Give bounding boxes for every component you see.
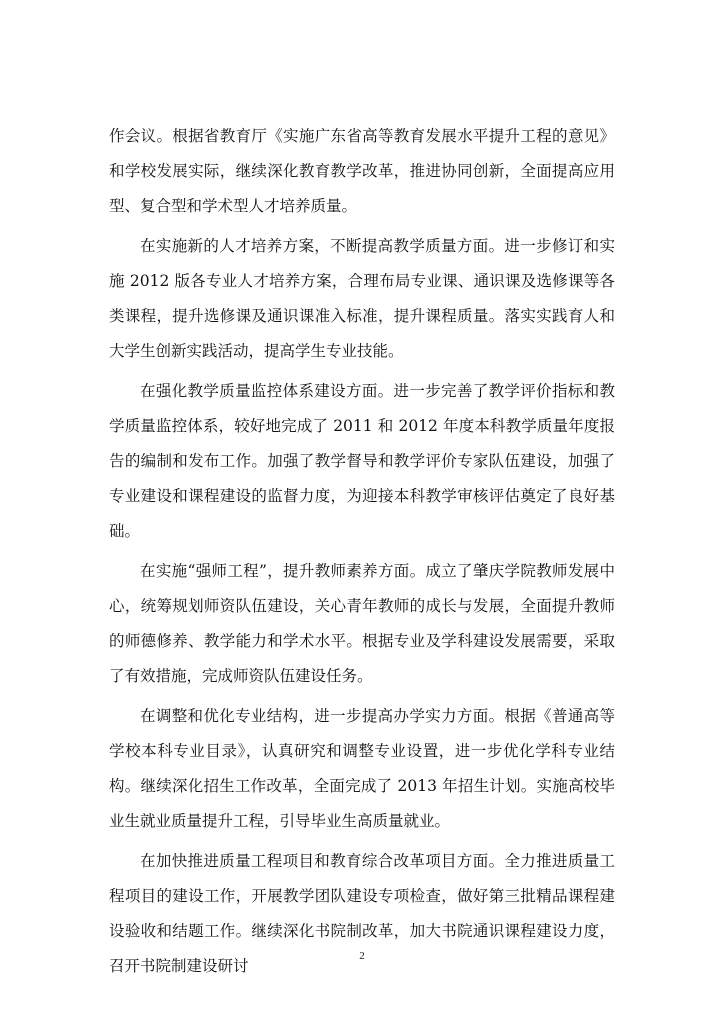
paragraph-5: 在调整和优化专业结构，进一步提高办学实力方面。根据《普通高等学校本科专业目录》，认真研究和调整专业设置，进一步优化学科专业结构。继续深化招生工作改革，全面完成了 2013 年招生计划。实施高校毕业生就业质量提升工程，引导毕业生高质量就业。 — [109, 707, 615, 830]
body-text — [109, 119, 615, 989]
page-number: 2 — [359, 950, 365, 962]
paragraph-2: 在实施新的人才培养方案，不断提高教学质量方面。进一步修订和实施 2012 版各专业人才培养方案，合理布局专业课、通识课及选修课等各类课程，提升选修课及通识课准入标准，提升课程质量。落实实践育人和大学生创新实践活动，提高学生专业技能。 — [109, 237, 615, 360]
paragraph-3: 在强化教学质量监控体系建设方面。进一步完善了教学评价指标和教学质量监控体系，较好地完成了 2011 和 2012 年度本科教学质量年度报告的编制和发布工作。加强了教学督导和教学评价专家队伍建设，加强了专业建设和课程建设的监督力度，为迎接本科教学审核评估奠定了良好基础。 — [109, 382, 615, 540]
paragraph-1: 作会议。根据省教育厅《实施广东省高等教育发展水平提升工程的意见》和学校发展实际，继续深化教育教学改革，推进协同创新，全面提高应用型、复合型和学术型人才培养质量。 — [109, 127, 615, 215]
paragraph-4: 在实施“强师工程”，提升教师素养方面。成立了肇庆学院教师发展中心，统筹规划师资队伍建设，关心青年教师的成长与发展，全面提升教师的师德修养、教学能力和学术水平。根据专业及学科建设发展需要，采取了有效措施，完成师资队伍建设任务。 — [109, 562, 615, 685]
paragraph-6: 在加快推进质量工程项目和教育综合改革项目方面。全力推进质量工程项目的建设工作，开展教学团队建设专项检查，做好第三批精品课程建设验收和结题工作。继续深化书院制改革，加大书院通识课程建设力度，召开书院制建设研讨 — [109, 852, 615, 975]
